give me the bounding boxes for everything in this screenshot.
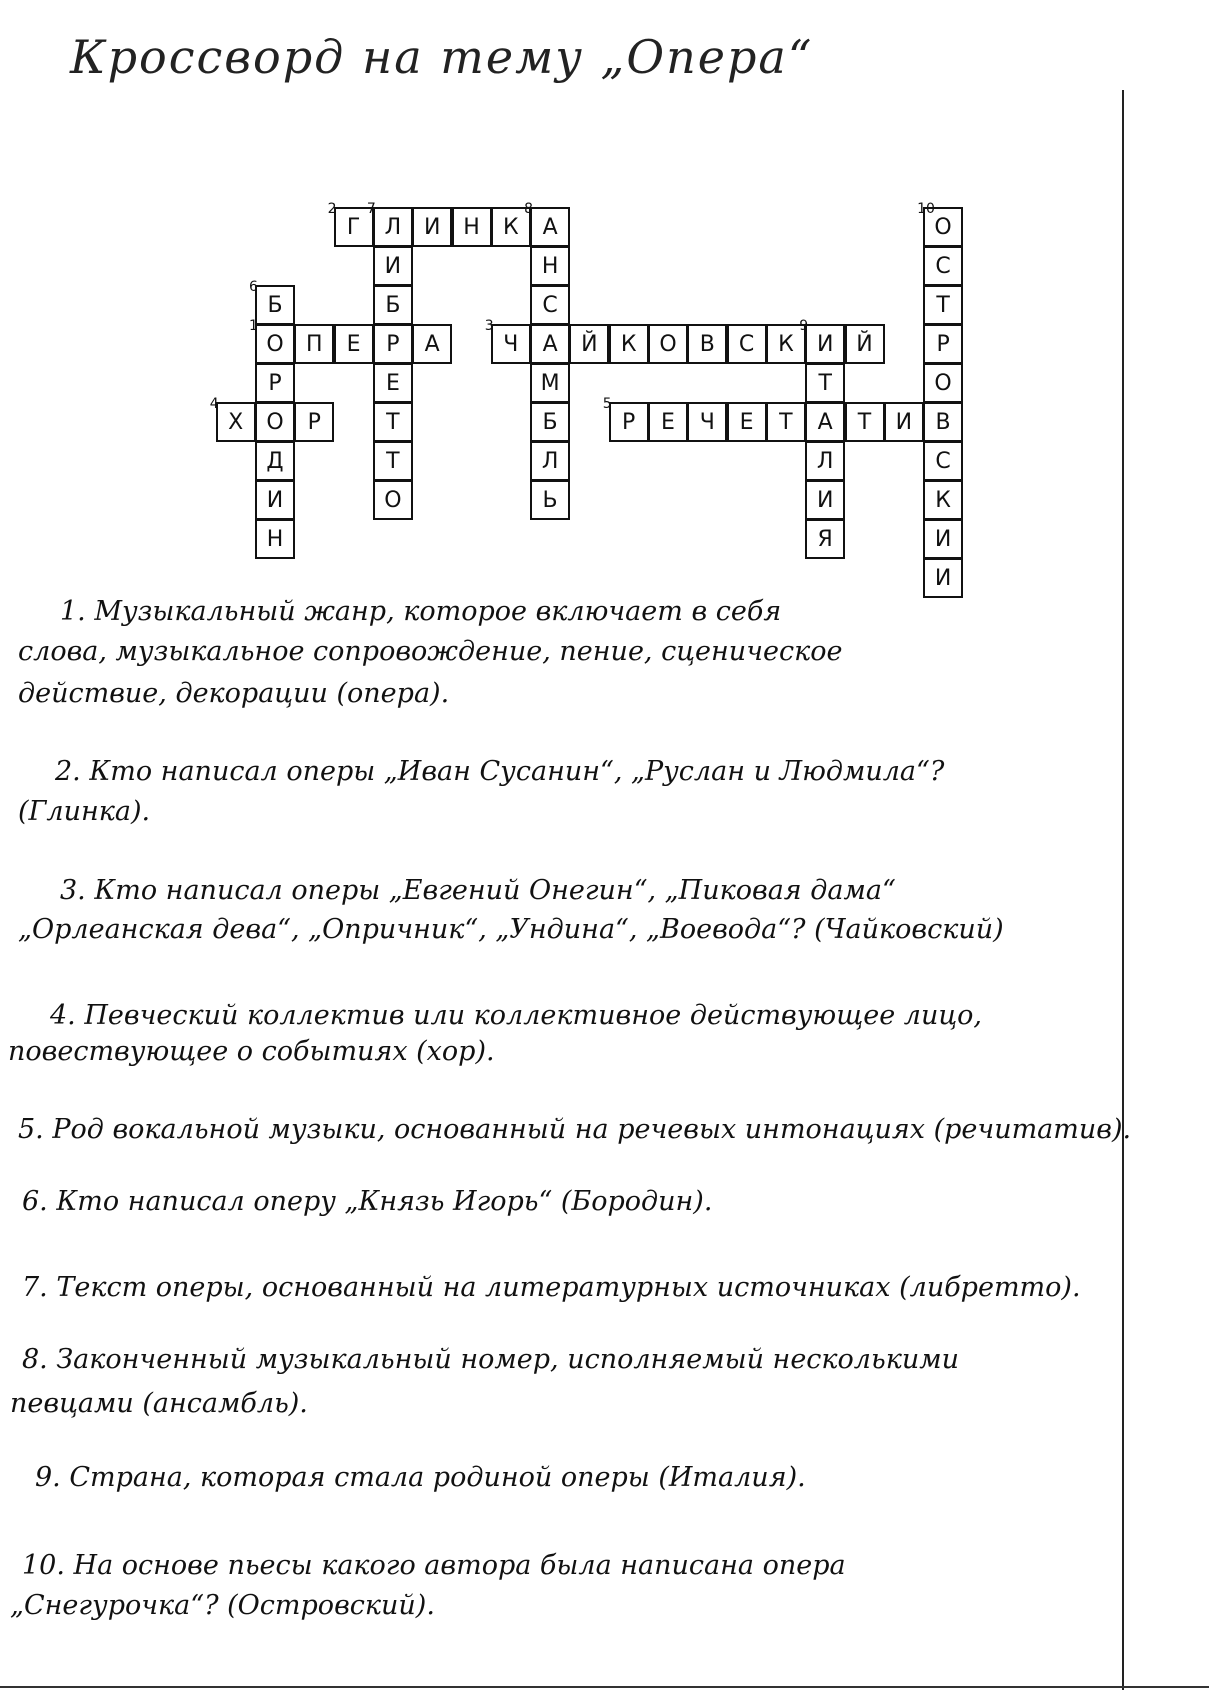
crossword-cell: [484, 318, 531, 364]
crossword-cell: [799, 318, 845, 364]
cell-letter: Н: [541, 253, 559, 279]
crossword-cell: [530, 363, 570, 403]
crossword-cell: [727, 324, 767, 364]
clue-number: 4: [209, 396, 219, 412]
cell-letter: А: [542, 331, 558, 357]
clue-8-line-2: певцами (ансамбль).: [10, 1388, 308, 1419]
cell-letter: Т: [779, 409, 793, 435]
crossword-cell: [249, 279, 295, 325]
cell-letter: В: [935, 409, 951, 435]
cell-letter: Ч: [503, 331, 519, 357]
cell-letter: Б: [267, 292, 283, 318]
clue-2-line-1: 2. Кто написал оперы „Иван Сусанин“, „Руслан и Людмила“?: [55, 756, 945, 787]
crossword-cell: [923, 519, 963, 559]
crossword-cell: [255, 441, 295, 481]
crossword-cell: [373, 324, 413, 364]
cell-letter: О: [266, 409, 284, 435]
cell-letter: И: [266, 487, 284, 513]
crossword-cell: [412, 207, 452, 247]
cell-letter: Б: [542, 409, 558, 435]
crossword-cell: [412, 324, 452, 364]
cell-letter: Т: [857, 409, 872, 435]
clue-10-line-1: 10. На основе пьесы какого автора была написана опера: [22, 1550, 846, 1581]
clue-3-line-2: „Орлеанская дева“, „Опричник“, „Ундина“, „Воевода“? (Чайковский): [18, 914, 1004, 945]
crossword-cell: [805, 402, 845, 442]
crossword-cell: [766, 402, 806, 442]
crossword-cell: [294, 324, 334, 364]
cell-letter: И: [423, 214, 441, 240]
cell-letter: Т: [386, 409, 400, 435]
crossword-cell: [255, 402, 295, 442]
crossword-cell: [294, 402, 334, 442]
crossword-cell: [334, 324, 374, 364]
crossword-cell: [923, 363, 963, 403]
cell-letter: Д: [266, 448, 284, 474]
crossword-cell: [805, 480, 845, 520]
crossword-cell: [530, 324, 570, 364]
cell-letter: О: [934, 214, 952, 240]
crossword-cell: [373, 402, 413, 442]
clue-number: 3: [484, 318, 494, 334]
cell-letter: И: [384, 253, 402, 279]
clue-1-line-2: слова, музыкальное сопровождение, пение, сценическое: [18, 636, 843, 667]
crossword-cell: [648, 402, 688, 442]
crossword-cell: [209, 396, 256, 442]
cell-letter: И: [816, 487, 834, 513]
crossword-cell: [845, 402, 885, 442]
crossword-cell: [255, 363, 295, 403]
clue-5: 5. Род вокальной музыки, основанный на речевых интонациях (речитатив).: [18, 1114, 1132, 1145]
cell-letter: И: [895, 409, 913, 435]
cell-letter: С: [935, 448, 951, 474]
clue-1-line-3: действие, декорации (опера).: [18, 678, 450, 709]
margin-line: [1122, 90, 1124, 1690]
clue-8-line-1: 8. Законченный музыкальный номер, исполняемый несколькими: [22, 1344, 959, 1375]
crossword-cell: [530, 285, 570, 325]
cell-letter: В: [699, 331, 715, 357]
crossword-cell: [917, 201, 963, 247]
cell-letter: К: [935, 487, 951, 513]
crossword-cell: [373, 441, 413, 481]
crossword-cell: [845, 324, 885, 364]
clue-2-line-2: (Глинка).: [18, 796, 151, 827]
cell-letter: Р: [268, 370, 282, 396]
cell-letter: А: [542, 214, 558, 240]
crossword-cell: [530, 441, 570, 481]
cell-letter: И: [934, 565, 952, 591]
cell-letter: Л: [541, 448, 559, 474]
clue-6: 6. Кто написал оперу „Князь Игорь“ (Бородин).: [22, 1186, 713, 1217]
clue-number: 6: [249, 279, 258, 295]
clue-number: 9: [799, 318, 809, 334]
cell-letter: Т: [936, 292, 950, 318]
cell-letter: О: [266, 331, 284, 357]
cell-letter: Е: [739, 409, 754, 435]
crossword-cell: [524, 201, 570, 247]
crossword-cell: [923, 402, 963, 442]
cell-letter: С: [738, 331, 755, 357]
cell-letter: Ь: [542, 487, 558, 513]
crossword-cell: [452, 207, 492, 247]
crossword-cell: [923, 480, 963, 520]
crossword-cell: [530, 402, 570, 442]
crossword-cell: [373, 363, 413, 403]
crossword-cell: [805, 441, 845, 481]
cell-letter: К: [778, 331, 794, 357]
cell-letter: О: [659, 331, 677, 357]
crossword-cell: [373, 246, 413, 286]
cell-letter: Е: [346, 331, 361, 357]
clue-number: 10: [917, 201, 935, 217]
cell-letter: Е: [661, 409, 675, 435]
cell-letter: И: [934, 526, 952, 552]
cell-letter: С: [542, 292, 558, 318]
clue-number: 2: [327, 201, 337, 217]
clue-4-line-2: повествующее о событиях (хор).: [8, 1036, 495, 1067]
page-title: Кроссворд на тему „Опера“: [70, 30, 814, 84]
cell-letter: С: [935, 253, 951, 279]
cell-letter: Б: [385, 292, 401, 318]
crossword-cell: [687, 324, 727, 364]
crossword-cell: [255, 480, 295, 520]
cell-letter: Р: [622, 409, 636, 435]
cell-letter: Р: [386, 331, 400, 357]
clue-9: 9. Страна, которая стала родиной оперы (Италия).: [35, 1462, 806, 1493]
cell-letter: Г: [346, 214, 361, 240]
crossword-cell: [373, 285, 413, 325]
clue-1-line-1: 1. Музыкальный жанр, которое включает в себя: [60, 596, 782, 627]
crossword-cell: [687, 402, 727, 442]
crossword-cell: [923, 324, 963, 364]
cell-letter: Н: [266, 526, 284, 552]
crossword-cell: [530, 480, 570, 520]
cell-letter: Е: [385, 370, 400, 396]
crossword-cell: [602, 396, 649, 442]
clue-number: 5: [602, 396, 612, 412]
cell-letter: О: [934, 370, 952, 396]
cell-letter: К: [620, 331, 637, 357]
clue-7: 7. Текст оперы, основанный на литературных источниках (либретто).: [22, 1272, 1081, 1303]
clue-4-line-1: 4. Певческий коллектив или коллективное действующее лицо,: [50, 1000, 983, 1031]
crossword-cell: [373, 480, 413, 520]
crossword-cell: [609, 324, 649, 364]
crossword-cell: [923, 441, 963, 481]
cell-letter: Ч: [699, 409, 715, 435]
cell-letter: И: [816, 331, 834, 357]
cell-letter: П: [306, 331, 323, 357]
crossword-cell: [569, 324, 609, 364]
cell-letter: Л: [816, 448, 834, 474]
cell-letter: Н: [463, 214, 480, 240]
cell-letter: Т: [386, 448, 400, 474]
crossword-cell: [727, 402, 767, 442]
crossword-cell: [923, 285, 963, 325]
clue-number: 7: [366, 201, 376, 217]
cell-letter: А: [817, 409, 833, 435]
cell-letter: Я: [817, 526, 833, 552]
crossword-cell: [249, 318, 295, 364]
crossword-cell: [648, 324, 688, 364]
crossword-cell: [805, 363, 845, 403]
crossword-cell: [530, 246, 570, 286]
crossword-cell: [923, 246, 963, 286]
crossword-cell: [884, 402, 924, 442]
cell-letter: О: [384, 487, 402, 513]
crossword-cell: [923, 558, 963, 598]
cell-letter: Й: [856, 331, 873, 357]
clue-3-line-1: 3. Кто написал оперы „Евгений Онегин“, „Пиковая дама“: [60, 875, 896, 906]
clue-number: 8: [524, 201, 534, 217]
crossword-cell: [366, 201, 413, 247]
cell-letter: А: [424, 331, 440, 357]
cell-letter: Р: [936, 331, 950, 357]
cell-letter: Х: [228, 409, 244, 435]
bottom-line: [0, 1686, 1209, 1688]
clue-10-line-2: „Снегурочка“? (Островский).: [10, 1590, 435, 1621]
cell-letter: Т: [818, 370, 832, 396]
cell-letter: Р: [307, 409, 321, 435]
cell-letter: М: [540, 370, 560, 396]
cell-letter: Л: [384, 214, 402, 240]
crossword-cell: [255, 519, 295, 559]
crossword-cell: [805, 519, 845, 559]
clue-number: 1: [249, 318, 258, 334]
cell-letter: К: [502, 214, 519, 240]
cell-letter: Й: [581, 331, 598, 357]
